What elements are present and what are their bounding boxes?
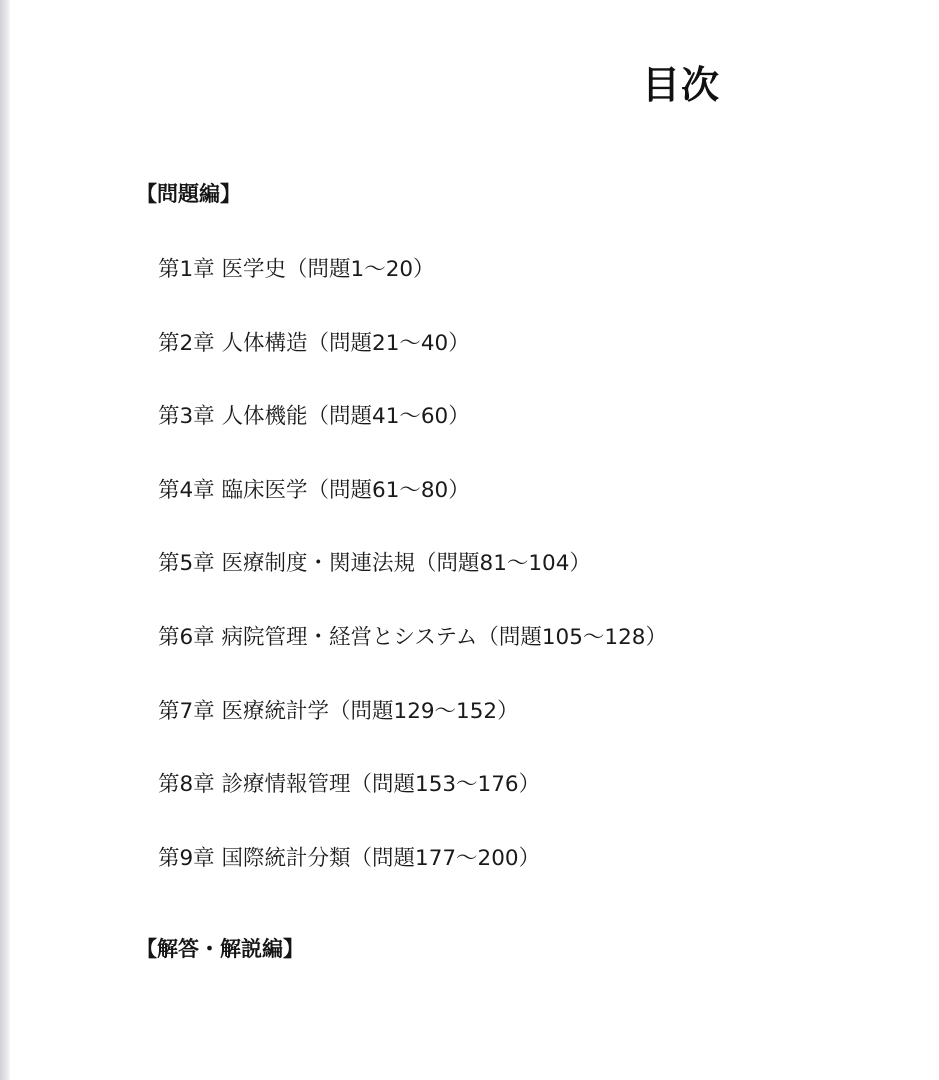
chapter-item-7: 第7章 医療統計学（問題129～152） xyxy=(158,698,519,724)
chapter-item-6: 第6章 病院管理・経営とシステム（問題105～128） xyxy=(158,624,667,650)
chapter-item-1: 第1章 医学史（問題1～20） xyxy=(158,257,435,282)
section-heading-answers: 【解答・解説編】 xyxy=(136,937,304,961)
document-page xyxy=(10,0,939,1080)
page-title: 目次 xyxy=(642,63,721,107)
chapter-item-9: 第9章 国際統計分類（問題177～200） xyxy=(158,845,541,871)
chapter-item-2: 第2章 人体構造（問題21～40） xyxy=(158,330,470,356)
page-edge-shadow xyxy=(0,0,10,1080)
chapter-item-3: 第3章 人体機能（問題41～60） xyxy=(158,404,470,430)
chapter-item-8: 第8章 診療情報管理（問題153～176） xyxy=(158,772,541,798)
chapter-list xyxy=(158,256,667,918)
section-heading-problems: 【問題編】 xyxy=(136,182,241,206)
chapter-item-5: 第5章 医療制度・関連法規（問題81～104） xyxy=(158,551,591,577)
chapter-item-4: 第4章 臨床医学（問題61～80） xyxy=(158,477,470,503)
